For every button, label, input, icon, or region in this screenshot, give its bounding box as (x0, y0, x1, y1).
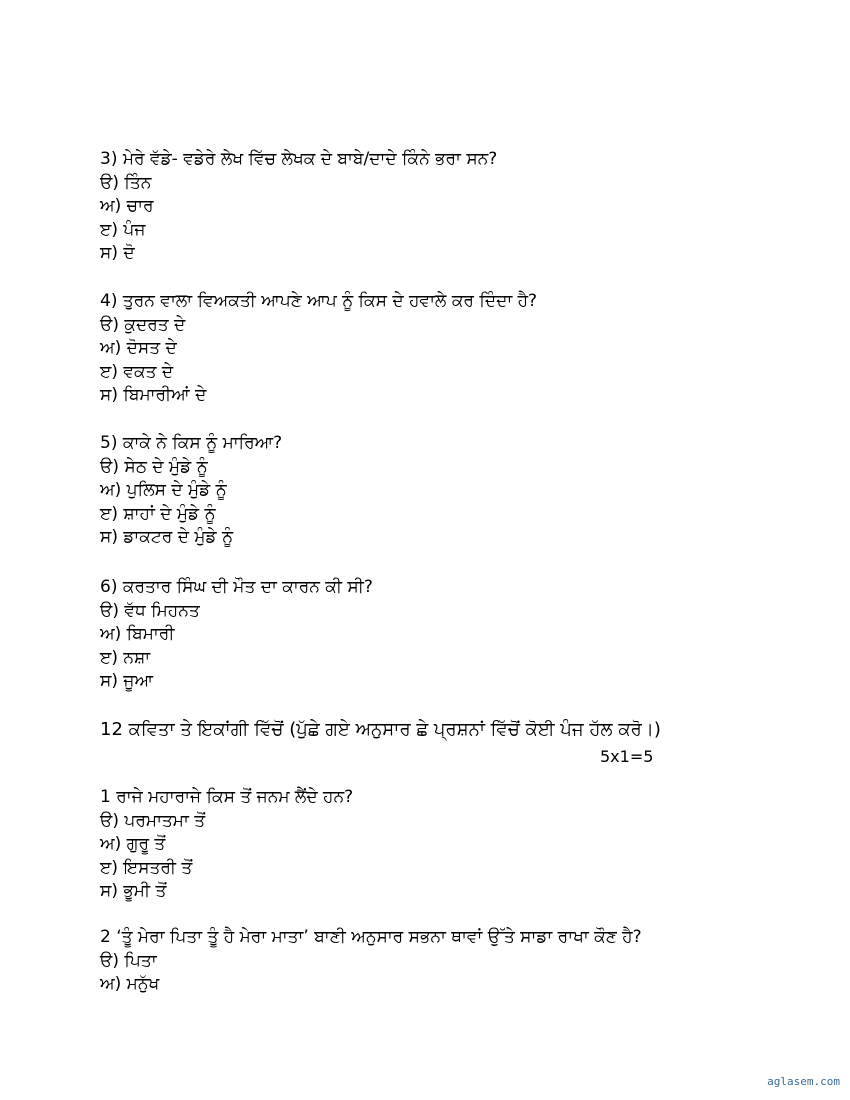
option-a: ੳ) ਸੇਠ ਦੇ ਮੁੰਡੇ ਨੂੰ (100, 456, 208, 477)
option-d: ਸ) ਦੋ (100, 243, 135, 263)
option-a: ੳ) ਕੁਦਰਤ ਦੇ (100, 314, 186, 335)
section-marks: 5x1=5 (600, 747, 654, 766)
question-3 (100, 148, 497, 266)
question-text: 5) ਕਾਕੇ ਨੇ ਕਿਸ ਨੂੰ ਮਾਰਿਆ? (100, 433, 283, 453)
option-d: ਸ) ਬਿਮਾਰੀਆਂ ਦੇ (100, 385, 207, 405)
option-c: ੲ) ਪੰਜ (100, 219, 146, 240)
option-d: ਸ) ਡਾਕਟਰ ਦੇ ਮੁੰਡੇ ਨੂੰ (100, 527, 234, 547)
option-b: ਅ) ਪੁਲਿਸ ਦੇ ਮੁੰਡੇ ਨੂੰ (100, 480, 227, 500)
option-a: ੳ) ਪਿਤਾ (100, 950, 157, 971)
option-b: ਅ) ਚਾਰ (100, 196, 154, 216)
section-heading: 12 ਕਵਿਤਾ ਤੇ ਇਕਾਂਗੀ ਵਿੱਚੋਂ (ਪੁੱਛੇ ਗਏ ਅਨੁਸਾਰ ਛੇ ਪ੍ਰਸ਼ਨਾਂ ਵਿੱਚੋਂ ਕੋਈ ਪੰਜ ਹੱਲ ਕਰੋ।) (100, 719, 661, 740)
footer-watermark[interactable]: aglasem.com (767, 1075, 840, 1088)
option-a: ੳ) ਵੱਧ ਮਿਹਨਤ (100, 600, 200, 621)
question-text: 1 ਰਾਜੇ ਮਹਾਰਾਜੇ ਕਿਸ ਤੋਂ ਜਨਮ ਲੈਂਦੇ ਹਨ? (100, 787, 354, 807)
option-c: ੲ) ਵਕਤ ਦੇ (100, 361, 174, 382)
question-4 (100, 290, 537, 408)
option-d: ਸ) ਭੂਮੀ ਤੋਂ (100, 881, 167, 901)
question-text: 4) ਤੁਰਨ ਵਾਲਾ ਵਿਅਕਤੀ ਆਪਣੇ ਆਪ ਨੂੰ ਕਿਸ ਦੇ ਹਵਾਲੇ ਕਰ ਦਿੰਦਾ ਹੈ? (100, 291, 538, 311)
question-text: 6) ਕਰਤਾਰ ਸਿੰਘ ਦੀ ਮੌਤ ਦਾ ਕਾਰਨ ਕੀ ਸੀ? (100, 577, 373, 597)
question-part2-1 (100, 786, 353, 904)
question-text: 3) ਮੇਰੇ ਵੱਡੇ- ਵਡੇਰੇ ਲੇਖ ਵਿੱਚ ਲੇਖਕ ਦੇ ਬਾਬੇ/ਦਾਦੇ ਕਿੰਨੇ ਭਰਾ ਸਨ? (100, 149, 498, 169)
option-b: ਅ) ਮਨੁੱਖ (100, 974, 160, 994)
question-6 (100, 576, 373, 694)
question-text: 2 ‘ਤੂੰ ਮੇਰਾ ਪਿਤਾ ਤੂੰ ਹੈ ਮੇਰਾ ਮਾਤਾ’ ਬਾਣੀ ਅਨੁਸਾਰ ਸਭਨਾ ਥਾਵਾਂ ਉੱਤੇ ਸਾਡਾ ਰਾਖਾ ਕੌਣ ਹੈ? (100, 927, 642, 947)
option-c: ੲ) ਸ਼ਾਹਾਂ ਦੇ ਮੁੰਡੇ ਨੂੰ (100, 503, 216, 524)
question-part2-2 (100, 926, 642, 997)
option-b: ਅ) ਬਿਮਾਰੀ (100, 624, 175, 644)
option-a: ੳ) ਪਰਮਾਤਮਾ ਤੋਂ (100, 810, 206, 831)
option-b: ਅ) ਦੋਸਤ ਦੇ (100, 338, 177, 358)
option-b: ਅ) ਗੁਰੂ ਤੋਂ (100, 834, 166, 854)
question-5 (100, 432, 282, 550)
option-c: ੲ) ਇਸਤਰੀ ਤੋਂ (100, 857, 193, 878)
option-c: ੲ) ਨਸ਼ਾ (100, 647, 151, 668)
option-d: ਸ) ਜੂਆ (100, 671, 153, 691)
option-a: ੳ) ਤਿੰਨ (100, 172, 152, 193)
